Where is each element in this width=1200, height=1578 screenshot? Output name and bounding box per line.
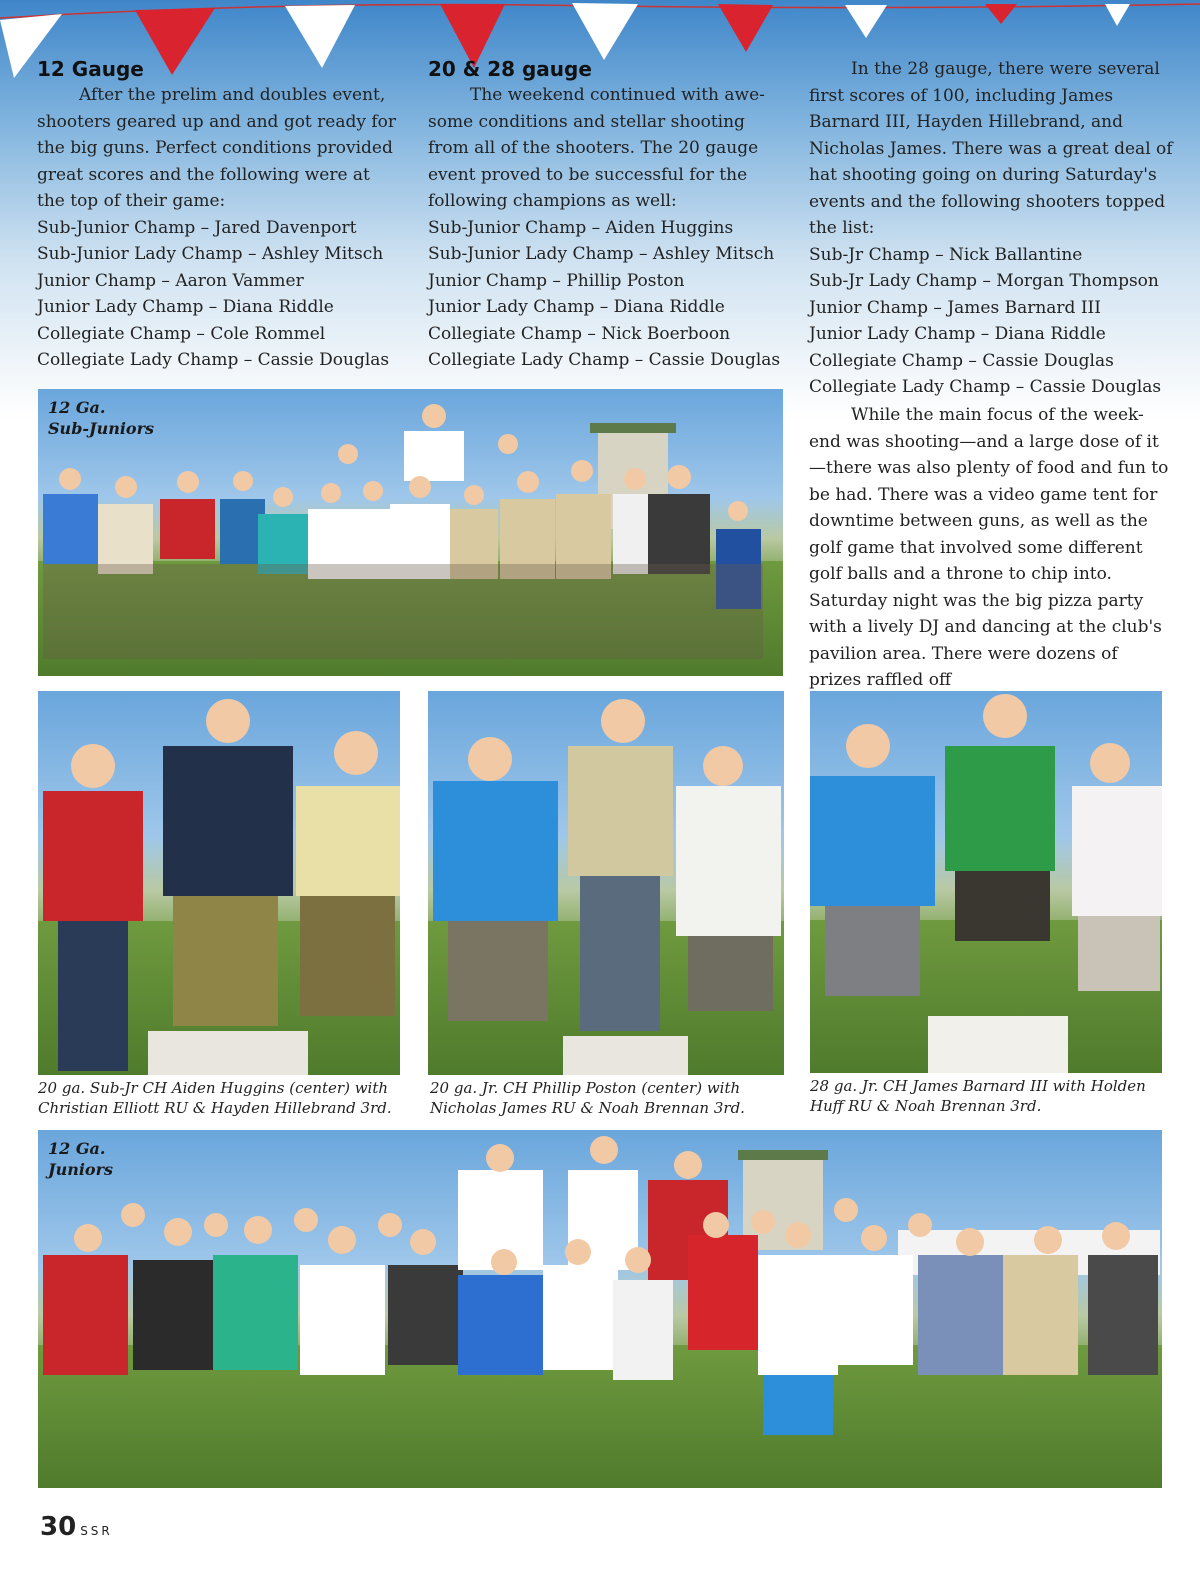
pennant-white-5 <box>1105 4 1130 26</box>
column-20-28-gauge <box>428 56 788 374</box>
intro-12-gauge: After the prelim and doubles event, shooters geared up and and got ready for the big guns. Perfect conditions provided great scores and the following were at the top of their game: <box>37 85 397 211</box>
pennant-white-4 <box>845 5 887 38</box>
heading-20-28-gauge: 20 & 28 gauge <box>428 57 592 81</box>
photo-12ga-juniors <box>38 1130 1162 1488</box>
list-item: Collegiate Champ – Cassie Douglas <box>809 350 1114 371</box>
photo-label: 12 Ga. Juniors <box>48 1139 114 1179</box>
podium-figures <box>810 691 1162 1073</box>
list-item: Sub-Junior Champ – Aiden Huggins <box>428 217 734 238</box>
caption-podium-20ga-subjr: 20 ga. Sub-Jr CH Aiden Huggins (center) with Christian Elliott RU & Hayden Hillebrand 3rd. <box>38 1079 392 1117</box>
body-weekend-fun: While the main focus of the week-end was shooting—and a large dose of it—there was also plenty of food and fun to be had. There was a video game tent for downtime between guns, as well as the golf game that involved some different golf balls and a throne to chip into. Saturday night was the big pizza party with a lively DJ and dancing at the club's pavilion area. There were dozens of prizes raffled off <box>809 405 1169 690</box>
champions-list-20-gauge <box>428 215 788 374</box>
list-item: Sub-Junior Lady Champ – Ashley Mitsch <box>428 244 775 264</box>
podium-figures <box>428 691 784 1075</box>
list-item: Junior Lady Champ – Diana Riddle <box>809 324 1106 344</box>
intro-28-gauge: In the 28 gauge, there were several first scores of 100, including James Barnard III, Hayden Hillebrand, and Nicholas James. There was a great deal of hat shooting going on during Saturday's events and the following shooters topped the list: <box>809 59 1173 238</box>
list-item: Sub-Junior Champ – Jared Davenport <box>37 217 357 238</box>
heading-12-gauge: 12 Gauge <box>37 57 144 81</box>
list-item: Junior Lady Champ – Diana Riddle <box>37 297 334 317</box>
photo-label: 12 Ga. Sub-Juniors <box>48 398 155 438</box>
list-item: Collegiate Lady Champ – Cassie Douglas <box>809 377 1162 397</box>
list-item: Junior Lady Champ – Diana Riddle <box>428 297 725 317</box>
magazine-name: SSR <box>80 1524 113 1538</box>
list-item: Junior Champ – James Barnard III <box>809 297 1101 318</box>
list-item: Collegiate Champ – Nick Boerboon <box>428 323 731 344</box>
list-item: Sub-Jr Champ – Nick Ballantine <box>809 244 1083 265</box>
photo-12ga-subjuniors <box>38 389 783 676</box>
list-item: Junior Champ – Aaron Vammer <box>37 270 304 291</box>
page-number: 30 <box>40 1512 77 1542</box>
pennant-red-3 <box>718 4 773 52</box>
column-12-gauge <box>37 56 397 374</box>
champions-list-28-gauge <box>809 242 1179 401</box>
champions-list-12-gauge <box>37 215 397 374</box>
list-item: Collegiate Lady Champ – Cassie Douglas <box>37 350 390 370</box>
list-item: Collegiate Lady Champ – Cassie Douglas <box>428 350 781 370</box>
group-figures <box>38 1130 1162 1488</box>
photo-podium-20ga-jr <box>428 691 784 1075</box>
column-weekend-fun <box>809 402 1169 694</box>
pennant-red-4 <box>985 4 1017 24</box>
list-item: Collegiate Champ – Cole Rommel <box>37 323 326 344</box>
intro-20-gauge: The weekend continued with awe-some conditions and stellar shooting from all of the shooters. The 20 gauge event proved to be successful for the following champions as well: <box>428 85 765 211</box>
column-28-gauge <box>809 56 1179 401</box>
photo-podium-28ga-jr <box>810 691 1162 1073</box>
list-item: Junior Champ – Phillip Poston <box>428 270 685 291</box>
caption-podium-20ga-jr: 20 ga. Jr. CH Phillip Poston (center) with Nicholas James RU & Noah Brennan 3rd. <box>430 1079 745 1117</box>
pennant-white-3 <box>572 3 638 60</box>
caption-podium-28ga-jr: 28 ga. Jr. CH James Barnard III with Holden Huff RU & Noah Brennan 3rd. <box>810 1077 1146 1115</box>
page-number-footer <box>40 1512 113 1542</box>
list-item: Sub-Jr Lady Champ – Morgan Thompson <box>809 271 1159 291</box>
photo-podium-20ga-subjr <box>38 691 400 1075</box>
list-item: Sub-Junior Lady Champ – Ashley Mitsch <box>37 244 384 264</box>
podium-figures <box>38 691 400 1075</box>
